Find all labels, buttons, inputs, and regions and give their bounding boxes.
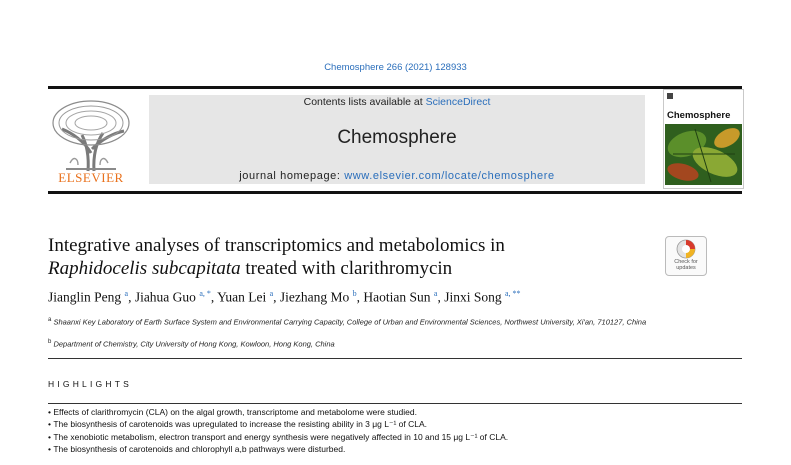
homepage-link[interactable]: www.elsevier.com/locate/chemosphere (344, 170, 555, 182)
cover-logo-icon (667, 93, 673, 99)
highlights-heading: HIGHLIGHTS (48, 379, 132, 389)
highlights-rule (48, 403, 742, 404)
author-list (48, 289, 728, 306)
highlights-list (48, 406, 748, 455)
author-sep: , (273, 289, 280, 305)
author-sep: , (128, 289, 135, 305)
contents-prefix: Contents lists available at (303, 96, 426, 108)
author-name[interactable]: Jiezhang Mo (279, 289, 350, 305)
highlight-item: • The xenobiotic metabolism, electron transport and energy synthesis were negatively affected in 10 and 15 μg L⁻¹ of CLA. (48, 431, 748, 443)
cover-leaf-image-icon (665, 124, 742, 185)
highlight-item: • The biosynthesis of carotenoids and chlorophyll a,b pathways were disturbed. (48, 443, 748, 455)
author-affil-mark[interactable]: a, * (199, 289, 211, 298)
check-updates-label (665, 259, 707, 271)
affiliation-b (48, 337, 668, 350)
author-affil-mark[interactable]: a (124, 289, 129, 298)
author-name[interactable]: Yuan Lei (217, 289, 267, 305)
check-updates-icon (676, 239, 696, 259)
author-affil-mark[interactable]: a (269, 289, 274, 298)
homepage-prefix: journal homepage: (239, 170, 345, 182)
check-updates-line-1: Check for (674, 259, 698, 265)
author-sep: , (210, 289, 218, 305)
contents-line (149, 96, 645, 108)
author-name[interactable]: Jiahua Guo (134, 289, 196, 305)
author-affil-mark[interactable]: a, ** (504, 289, 521, 298)
section-rule (48, 358, 742, 359)
title-line-2-rest: treated with clarithromycin (240, 258, 453, 279)
header-rule (48, 191, 742, 194)
title-line-2 (48, 257, 648, 280)
check-updates-line-2: updates (676, 265, 696, 271)
title-species: Raphidocelis subcapitata (48, 258, 241, 279)
author-sep: , (437, 289, 445, 305)
author-name[interactable]: Jianglin Peng (48, 289, 122, 305)
author-affil-mark[interactable]: b (352, 289, 357, 298)
affiliation-a (48, 315, 668, 328)
author-name[interactable]: Jinxi Song (444, 289, 502, 305)
journal-name: Chemosphere (337, 127, 457, 148)
top-rule (48, 86, 742, 89)
affiliation-text: Department of Chemistry, City University of Hong Kong, Kowloon, Hong Kong, China (53, 339, 335, 349)
highlight-item: • Effects of clarithromycin (CLA) on the algal growth, transcriptome and metabolome were studied. (48, 406, 748, 418)
elsevier-wordmark[interactable]: ELSEVIER (58, 170, 124, 185)
author-affil-mark[interactable]: a (433, 289, 438, 298)
author-sep: , (356, 289, 364, 305)
affiliation-mark: b (48, 339, 52, 345)
author-name[interactable]: Haotian Sun (363, 289, 431, 305)
affiliation-mark: a (48, 317, 52, 323)
title-line-1: Integrative analyses of transcriptomics and metabolomics in (48, 235, 505, 256)
cover-title: Chemosphere (667, 110, 731, 121)
homepage-line (149, 170, 645, 182)
highlight-item: • The biosynthesis of carotenoids was upregulated to increase the resisting ability in 3 μg L⁻¹ of CLA. (48, 418, 748, 430)
journal-citation[interactable]: Chemosphere 266 (2021) 128933 (324, 62, 467, 73)
article-title (48, 234, 648, 280)
sciencedirect-link[interactable]: ScienceDirect (425, 96, 491, 108)
affiliation-text: Shaanxi Key Laboratory of Earth Surface System and Environmental Carrying Capacity, College of Urban and Environmental Sciences, Northwest University, Xi'an, 710127, China (53, 317, 647, 327)
